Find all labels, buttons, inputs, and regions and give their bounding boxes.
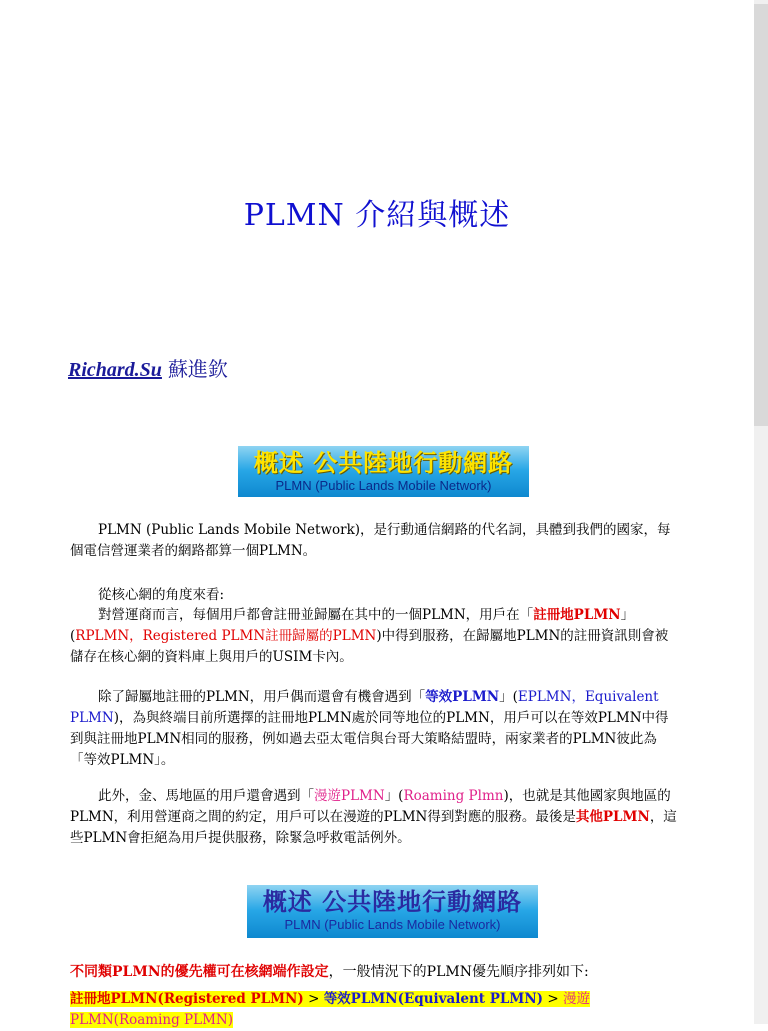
section-banner-2	[247, 885, 538, 938]
document-title: PLMN 介紹與概述	[243, 198, 511, 233]
separator: >	[543, 991, 563, 1007]
paragraph-core-network-heading: 從核心網的角度來看:	[98, 587, 225, 603]
term-rplmn-detail: RPLMN，Registered PLMN註冊歸屬的PLMN	[75, 628, 377, 644]
text: ，這些PLMN會拒絕為用戶提供服務，除緊急呼救電話例外。	[70, 809, 677, 846]
text: 除了歸屬地註冊的PLMN，用戶偶而還會有機會遇到「	[98, 689, 426, 705]
paragraph-roaming	[70, 786, 678, 849]
term-eplmn-detail: EPLMN，Equivalent PLMN	[70, 689, 659, 726]
text: 」(	[384, 788, 404, 804]
scrollbar-thumb[interactable]	[754, 4, 768, 426]
text: ，一般情況下的PLMN優先順序排列如下:	[328, 964, 589, 980]
separator: >	[303, 991, 324, 1007]
paragraph-intro: PLMN (Public Lands Mobile Network)，是行動通信網路的代名詞，具體到我們的國家，每個電信營運業者的網路都算一個PLMN。	[70, 522, 671, 559]
priority-registered: 註冊地PLMN(Registered PLMN)	[70, 991, 304, 1007]
text: 對營運商而言，每個用戶都會註冊並歸屬在其中的一個PLMN，用戶在「	[98, 607, 534, 623]
term-roaming-plmn: 漫遊PLMN	[314, 788, 385, 804]
priority-emphasis: 不同類PLMN的優先權可在核網端作設定	[70, 964, 329, 980]
priority-roaming: 漫遊PLMN(Roaming PLMN)	[70, 991, 590, 1028]
author-name-link[interactable]: Richard.Su	[68, 359, 162, 381]
text: )，為與終端目前所選擇的註冊地PLMN處於同等地位的PLMN，用戶可以在等效PLMN中得到與註冊地PLMN相同的服務，例如過去亞太電信與台哥大策略結盟時，兩家業者的PLMN彼此為「等效PLMN」。	[70, 710, 669, 768]
priority-order-line	[70, 989, 678, 1031]
text: 此外，金、馬地區的用戶還會遇到「	[98, 788, 314, 804]
priority-equivalent: 等效PLMN(Equivalent PLMN)	[323, 991, 544, 1007]
term-eplmn: 等效PLMN	[425, 689, 500, 705]
banner-title: 概述 公共陸地行動網路	[262, 887, 523, 916]
vertical-scrollbar[interactable]	[754, 0, 768, 1024]
paragraph-priority	[70, 962, 678, 983]
text: 」(	[70, 607, 635, 644]
author-line	[68, 353, 228, 382]
paragraph-eplmn	[70, 687, 678, 771]
author-chinese-name: 蘇進欽	[167, 357, 228, 381]
term-other-plmn: 其他PLMN	[575, 809, 650, 825]
banner-subtitle: PLMN (Public Lands Mobile Network)	[284, 917, 501, 932]
text: )，也就是其他國家與地區的PLMN，利用營運商之間的約定，用戶可以在漫遊的PLMN得到對應的服務。最後是	[70, 788, 671, 825]
term-rplmn: 註冊地PLMN	[533, 607, 621, 623]
banner-subtitle: PLMN (Public Lands Mobile Network)	[275, 478, 492, 493]
banner-title: 概述 公共陸地行動網路	[253, 448, 514, 477]
section-banner-1	[238, 446, 529, 497]
text: )中得到服務，在歸屬地PLMN的註冊資訊則會被儲存在核心網的資料庫上與用戶的USIM卡內。	[70, 628, 669, 665]
term-roaming-detail: Roaming Plmn	[403, 788, 504, 804]
text: 」(	[499, 689, 518, 705]
paragraph-rplmn	[70, 605, 678, 668]
